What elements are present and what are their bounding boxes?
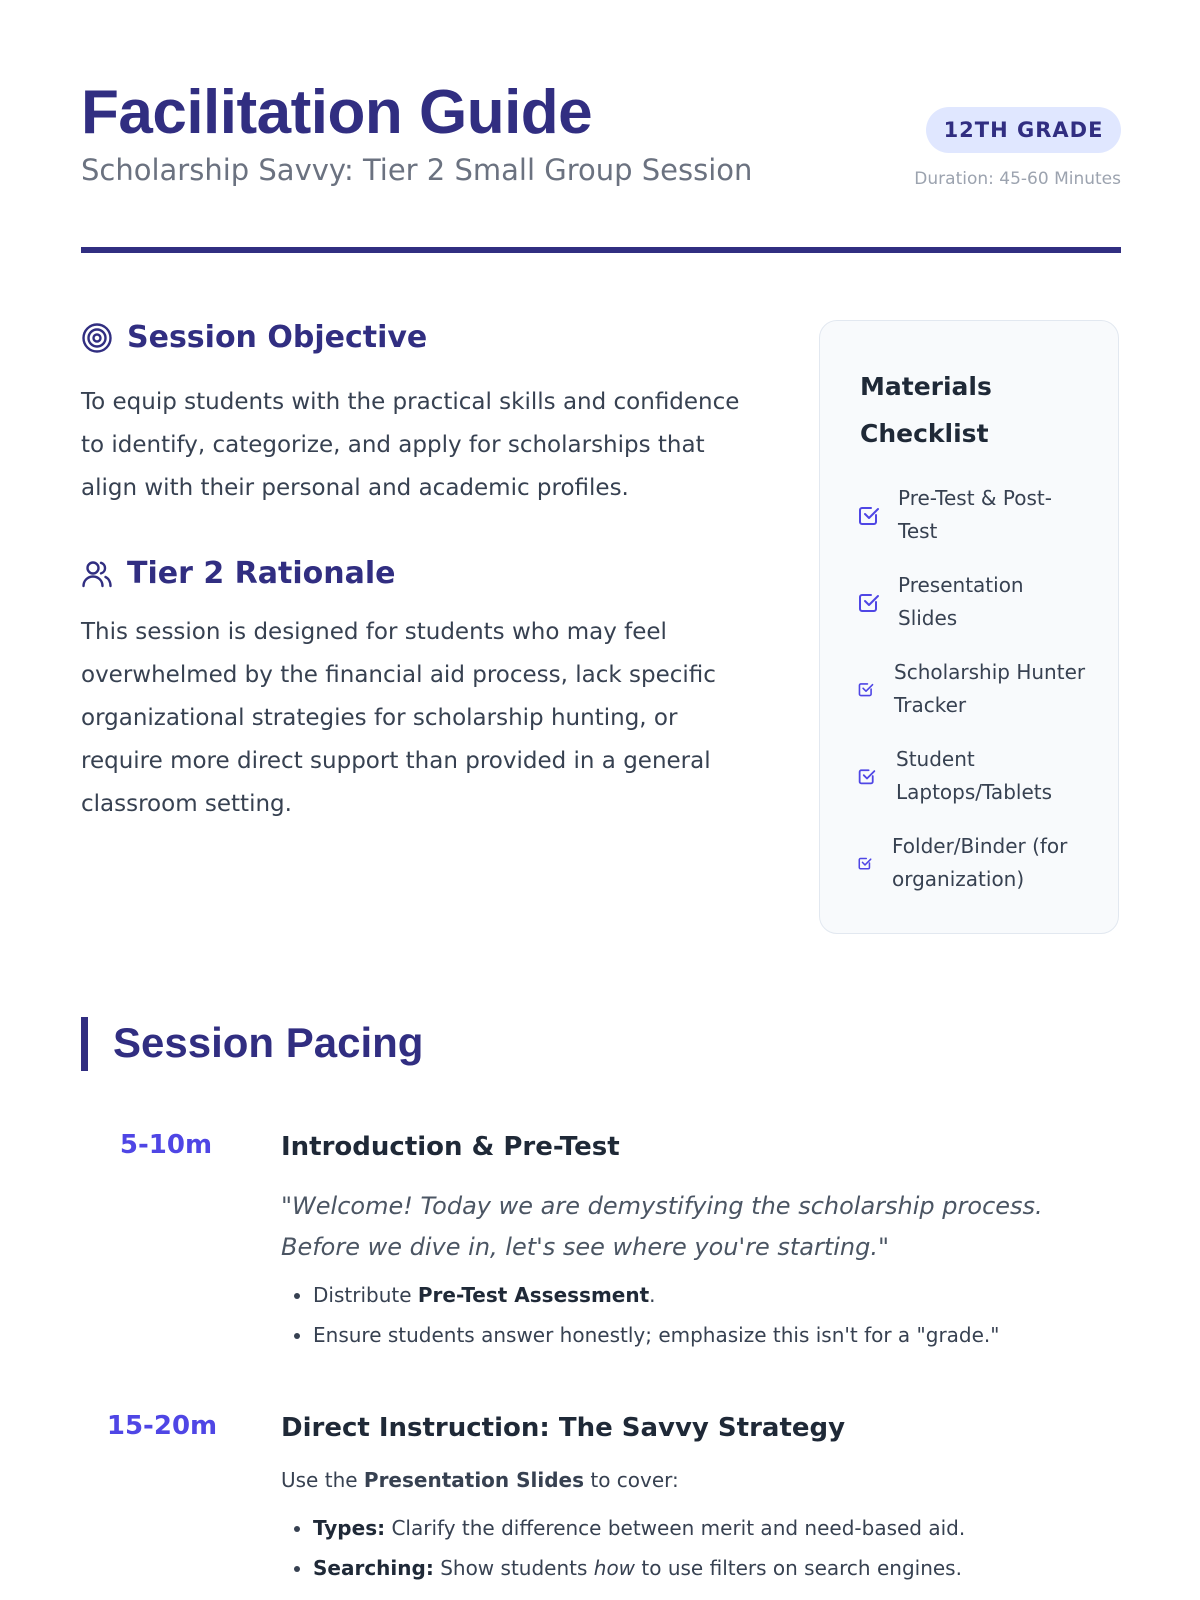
objective-text: To equip students with the practical skills and confidence to identify, categorize, and apply for scholarships that align with their personal and academic profiles. (81, 389, 740, 501)
list-item: • Ensure students answer honestly; emphasize this isn't for a "grade." (313, 1315, 1143, 1355)
list-item: • Distribute Pre-Test Assessment. (313, 1275, 1143, 1315)
pacing-accent-bar (81, 1017, 88, 1071)
users-icon (81, 558, 113, 590)
checkbox-checked-icon (858, 856, 872, 870)
pacing-block-title: Direct Instruction: The Savvy Strategy (281, 1413, 846, 1443)
pacing-heading: Session Pacing (113, 1019, 424, 1066)
checkbox-checked-icon (858, 504, 880, 526)
pacing-block-title: Introduction & Pre-Test (281, 1132, 620, 1162)
checklist-title: Materials Checklist (860, 372, 992, 448)
checklist-item (858, 656, 1088, 722)
pacing-time: 15-20m (106, 1411, 218, 1441)
facilitation-guide-page (81, 0, 1121, 1600)
rationale-heading-row (81, 556, 395, 592)
checklist-item-label: Pre-Test & Post-Test (898, 486, 1052, 543)
checkbox-checked-icon (858, 681, 874, 697)
header-divider (81, 247, 1121, 253)
checklist-item-label: Student Laptops/Tablets (896, 747, 1053, 804)
target-icon (81, 322, 113, 354)
objective-heading: Session Objective (127, 320, 428, 355)
checkbox-checked-icon (858, 591, 880, 613)
list-item: • Types: Clarify the difference between merit and need-based aid. (313, 1508, 1143, 1548)
list-item: • Searching: Show students how to use filters on search engines. (313, 1548, 1143, 1588)
materials-checklist-card (819, 320, 1119, 934)
objective-heading-row (81, 320, 427, 356)
checklist-item-label: Presentation Slides (898, 573, 1024, 630)
grade-badge: 12TH GRADE (926, 107, 1121, 153)
page-subtitle: Scholarship Savvy: Tier 2 Small Group Session (81, 153, 753, 187)
pacing-script-quote: "Welcome! Today we are demystifying the scholarship process. Before we dive in, let's see where you're starting." (281, 1192, 1043, 1261)
pacing-time: 5-10m (119, 1130, 213, 1160)
checklist-item (858, 482, 1088, 548)
checklist-item-label: Scholarship Hunter Tracker (894, 660, 1086, 717)
page-title: Facilitation Guide (81, 78, 593, 147)
checklist-item-label: Folder/Binder (for organization) (892, 834, 1068, 891)
rationale-heading: Tier 2 Rationale (127, 556, 396, 591)
duration-label: Duration: 45-60 Minutes (914, 169, 1121, 189)
pacing-intro: Use the Presentation Slides to cover: (281, 1468, 679, 1492)
checklist-item (858, 743, 1088, 809)
checkbox-checked-icon (858, 767, 876, 785)
pacing-bullet-list (281, 1275, 1143, 1355)
checklist-item (858, 569, 1088, 635)
rationale-text: This session is designed for students who may feel overwhelmed by the financial aid process, lack specific organizational strategies for scholarship hunting, or require more direct support than provided in a general classroom setting. (81, 619, 716, 817)
checklist-item (858, 830, 1088, 896)
pacing-bullet-list (281, 1508, 1143, 1588)
